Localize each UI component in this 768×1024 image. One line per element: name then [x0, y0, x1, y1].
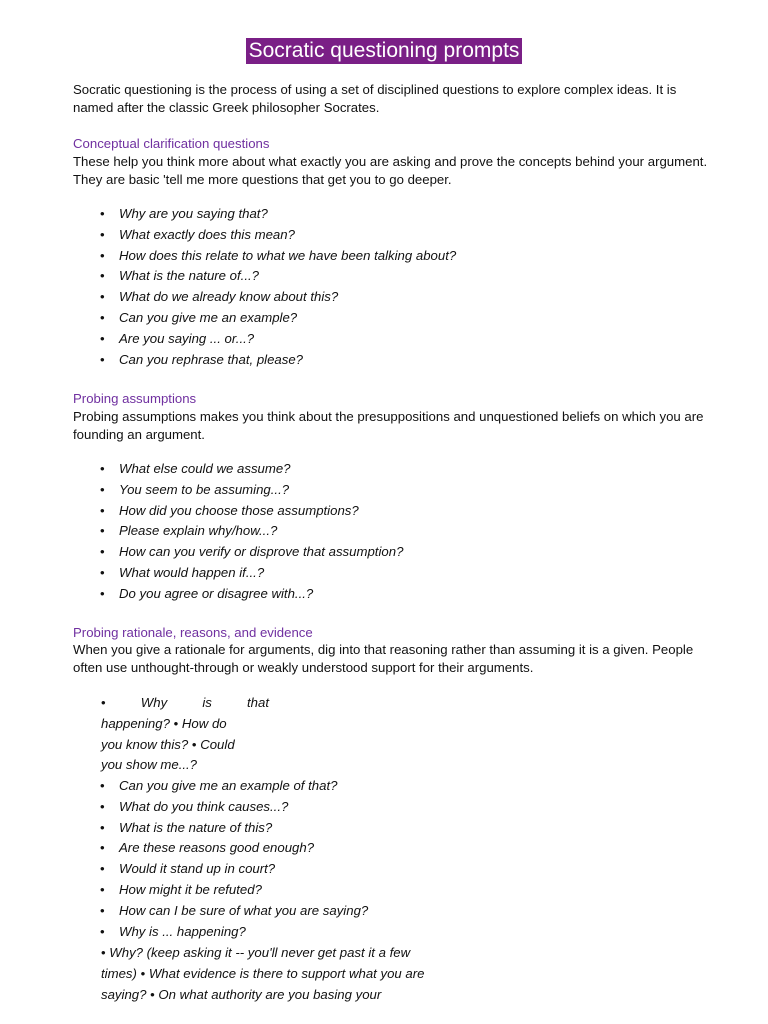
- list-item: • Are you saying ... or...?: [100, 329, 456, 350]
- wrapped-text: saying?: [101, 986, 151, 1002]
- word: that: [247, 695, 269, 710]
- intro-paragraph: Socratic questioning is the process of using a set of disciplined questions to explore complex ideas. It is named after the classic Greek philosopher Socrates.: [73, 82, 677, 115]
- question-list-conceptual: [100, 204, 456, 370]
- section-heading-assumptions: Probing assumptions: [73, 391, 197, 406]
- wrapped-text: happening?: [101, 715, 174, 731]
- list-item: • How did you choose those assumptions?: [100, 501, 403, 522]
- list-item: • Can you give me an example of that?: [100, 776, 368, 797]
- list-item: • What is the nature of...?: [100, 266, 456, 287]
- list-item: • How might it be refuted?: [100, 880, 368, 901]
- list-item: • Please explain why/how...?: [100, 521, 403, 542]
- list-item: • What is the nature of this?: [100, 818, 368, 839]
- list-item: • Why are you saying that?: [100, 204, 456, 225]
- list-item: • Can you rephrase that, please?: [100, 350, 456, 371]
- list-item: • What exactly does this mean?: [100, 225, 456, 246]
- wrapped-text: On what authority are you basing your: [154, 986, 382, 1002]
- document-title: Socratic questioning prompts: [246, 38, 523, 64]
- list-item: • Can you give me an example?: [100, 308, 456, 329]
- bullet: •: [140, 965, 146, 981]
- bullet: •: [101, 945, 106, 960]
- list-item: • What do we already know about this?: [100, 287, 456, 308]
- list-item: • How can I be sure of what you are saying?: [100, 901, 368, 922]
- list-item: • You seem to be assuming...?: [100, 480, 403, 501]
- wrapped-questions-top: [101, 693, 281, 776]
- list-item: • What else could we assume?: [100, 459, 403, 480]
- section-description-assumptions: Probing assumptions makes you think about the presuppositions and unquestioned beliefs on which you are founding an argument.: [73, 409, 704, 442]
- bullet: •: [150, 986, 155, 1002]
- list-item: • What do you think causes...?: [100, 797, 368, 818]
- wrapped-text: times): [101, 965, 141, 981]
- title-bar: [0, 38, 768, 64]
- list-item: • Why is ... happening?: [100, 922, 368, 943]
- question-list-assumptions: [100, 459, 403, 605]
- list-item: • Are these reasons good enough?: [100, 838, 368, 859]
- wrapped-text: you know this?: [101, 736, 192, 752]
- list-item: • What would happen if...?: [100, 563, 403, 584]
- word: Why: [140, 695, 168, 710]
- section-heading-rationale: Probing rationale, reasons, and evidence: [73, 625, 313, 640]
- wrapped-text: How do: [178, 715, 227, 731]
- wrapped-questions-bottom: [101, 943, 471, 1005]
- wrapped-text: Why? (keep asking it -- you'll never get past it a few: [105, 945, 411, 960]
- list-item: • Do you agree or disagree with...?: [100, 584, 403, 605]
- list-item: • How does this relate to what we have been talking about?: [100, 246, 456, 267]
- bullet: •: [101, 695, 106, 710]
- bullet: •: [173, 715, 179, 731]
- wrapped-text: What evidence is there to support what you are: [145, 965, 425, 981]
- wrapped-text: Could: [196, 736, 235, 752]
- list-item: • How can you verify or disprove that assumption?: [100, 542, 403, 563]
- word: is: [202, 695, 212, 710]
- section-heading-conceptual: Conceptual clarification questions: [73, 136, 270, 151]
- question-list-rationale: [100, 776, 368, 942]
- list-item: • Would it stand up in court?: [100, 859, 368, 880]
- section-description-conceptual: These help you think more about what exactly you are asking and prove the concepts behind your argument. They are basic 'tell me more questions that get you to go deeper.: [73, 154, 708, 187]
- wrapped-text: you show me...?: [101, 757, 198, 773]
- section-description-rationale: When you give a rationale for arguments, dig into that reasoning rather than assuming it is a given. People often use unthought-through or weakly understood support for their arguments.: [73, 642, 694, 675]
- bullet: •: [191, 736, 197, 752]
